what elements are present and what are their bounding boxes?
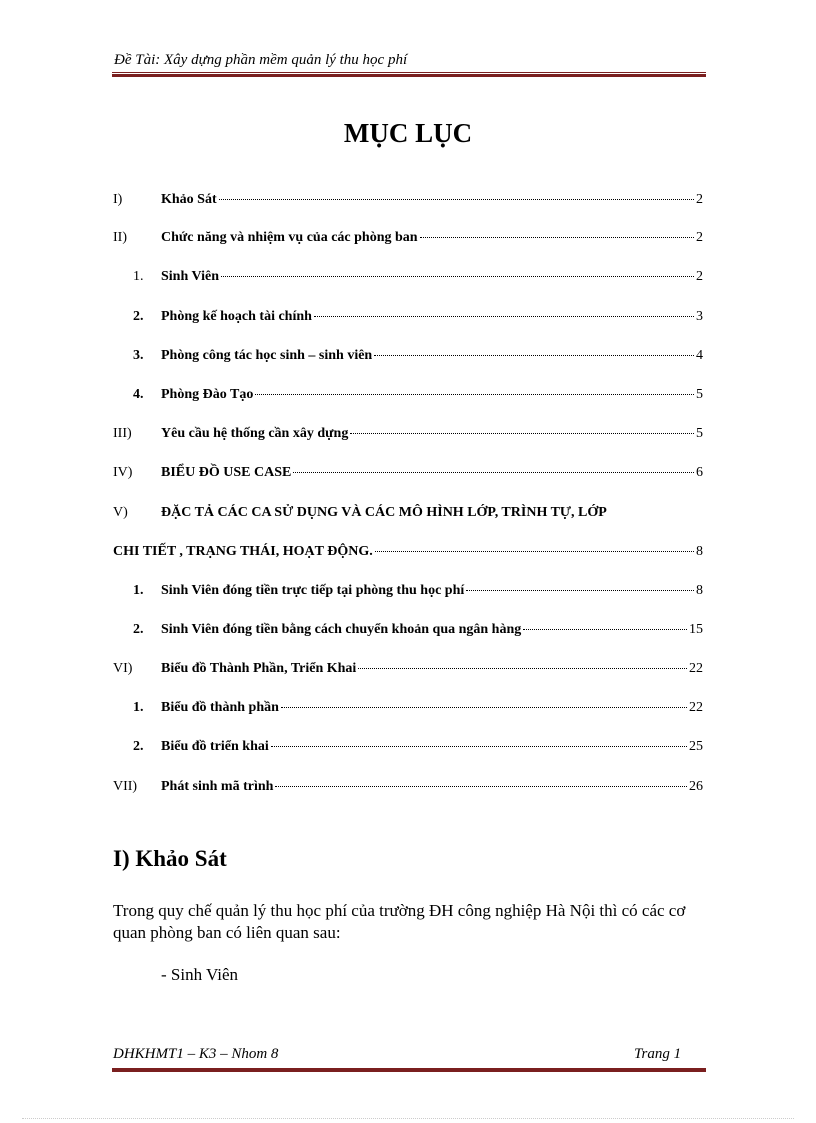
toc-entry-1[interactable] [113, 192, 703, 212]
toc-leader [350, 432, 694, 434]
toc-page: 5 [696, 426, 703, 441]
toc-entry-9[interactable] [113, 505, 703, 521]
toc-entry-15[interactable] [113, 779, 703, 799]
header-rule [112, 72, 706, 77]
toc-title-text: Sinh Viên đóng tiền trực tiếp tại phòng thu học phí [161, 583, 465, 598]
toc-entry-3[interactable] [113, 269, 703, 289]
toc-number: 1. [133, 583, 144, 598]
toc-leader [219, 198, 694, 200]
toc-page: 2 [696, 230, 703, 245]
toc-leader [420, 236, 694, 238]
toc-number: 2. [133, 622, 144, 637]
toc-entry-13[interactable] [113, 700, 703, 720]
toc-entry-6[interactable] [113, 387, 703, 407]
toc-leader [375, 550, 694, 552]
bullet-item: - Sinh Viên [161, 965, 239, 984]
toc-number: 4. [133, 387, 144, 402]
toc-title: MỤC LỤC [343, 118, 473, 148]
toc-number: V) [113, 505, 128, 520]
toc-number: I) [113, 192, 123, 207]
toc-leader [523, 628, 687, 630]
toc-title-text: Biểu đồ thành phần [161, 700, 279, 715]
toc-title-text: BIỂU ĐỒ USE CASE [161, 465, 292, 480]
toc-leader [466, 589, 694, 591]
toc-page: 4 [696, 348, 703, 363]
toc-title-text: Phòng công tác học sinh – sinh viên [161, 348, 373, 363]
footer-group: DHKHMT1 – K3 – Nhom 8 [113, 1046, 279, 1062]
toc-page: 8 [696, 544, 703, 559]
toc-number: VII) [113, 779, 138, 794]
toc-number: 1. [133, 700, 144, 715]
toc-leader [293, 471, 694, 473]
toc-leader [221, 275, 694, 277]
toc-number: III) [113, 426, 132, 441]
toc-page: 22 [689, 700, 703, 715]
toc-title-text: Phát sinh mã trình [161, 779, 274, 794]
toc-page: 15 [689, 622, 703, 637]
toc-title-text: Phòng kế hoạch tài chính [161, 309, 312, 324]
toc-page: 2 [696, 192, 703, 207]
toc-entry-8[interactable] [113, 465, 703, 485]
toc-entry-4[interactable] [113, 309, 703, 329]
toc-leader [255, 393, 694, 395]
toc-page: 2 [696, 269, 703, 284]
page-edge [22, 1118, 794, 1119]
section-heading: I) Khảo Sát [113, 846, 227, 871]
toc-leader [314, 315, 694, 317]
toc-page: 5 [696, 387, 703, 402]
toc-page: 25 [689, 739, 703, 754]
toc-title-text: ĐẶC TẢ CÁC CA SỬ DỤNG VÀ CÁC MÔ HÌNH LỚP, TRÌNH TỰ, LỚP [161, 505, 607, 520]
toc-leader [374, 354, 694, 356]
toc-number: VI) [113, 661, 133, 676]
toc-page: 26 [689, 779, 703, 794]
footer-page-number: Trang 1 [634, 1046, 682, 1062]
toc-title-text: Biểu đồ Thành Phần, Triển Khai [161, 661, 357, 676]
toc-entry-9-cont[interactable] [113, 544, 703, 564]
toc-title-text: CHI TIẾT , TRẠNG THÁI, HOẠT ĐỘNG. [113, 544, 373, 559]
toc-entry-11[interactable] [113, 622, 703, 642]
toc-title-text: Sinh Viên đóng tiền bằng cách chuyển khoản qua ngân hàng [161, 622, 522, 637]
toc-leader [358, 667, 687, 669]
toc-entry-12[interactable] [113, 661, 703, 681]
toc-entry-2[interactable] [113, 230, 703, 250]
toc-leader [281, 706, 687, 708]
toc-entry-7[interactable] [113, 426, 703, 446]
toc-title-text: Sinh Viên [161, 269, 219, 284]
toc-title-text: Phòng Đào Tạo [161, 387, 254, 402]
toc-number: 3. [133, 348, 144, 363]
toc-number: IV) [113, 465, 133, 480]
toc-page: 22 [689, 661, 703, 676]
toc-page: 6 [696, 465, 703, 480]
toc-entry-10[interactable] [113, 583, 703, 603]
toc-title-text: Chức năng và nhiệm vụ của các phòng ban [161, 230, 418, 245]
toc-number: 2. [133, 739, 144, 754]
toc-entry-14[interactable] [113, 739, 703, 759]
toc-page: 8 [696, 583, 703, 598]
toc-number: 1. [133, 269, 144, 284]
toc-number: 2. [133, 309, 144, 324]
toc-entry-5[interactable] [113, 348, 703, 368]
toc-page: 3 [696, 309, 703, 324]
body-paragraph: Trong quy chế quản lý thu học phí của trường ĐH công nghiệp Hà Nội thì có các cơ quan phòng ban có liên quan sau: [113, 901, 686, 942]
toc-title-text: Yêu cầu hệ thống cần xây dựng [161, 426, 349, 441]
toc-number: II) [113, 230, 127, 245]
toc-title-text: Khảo Sát [161, 192, 217, 207]
toc-title-text: Biểu đồ triển khai [161, 739, 269, 754]
toc-leader [271, 745, 687, 747]
header-title: Đề Tài: Xây dựng phần mềm quản lý thu học phí [114, 52, 408, 68]
footer-rule [112, 1067, 706, 1072]
toc-leader [275, 785, 687, 787]
